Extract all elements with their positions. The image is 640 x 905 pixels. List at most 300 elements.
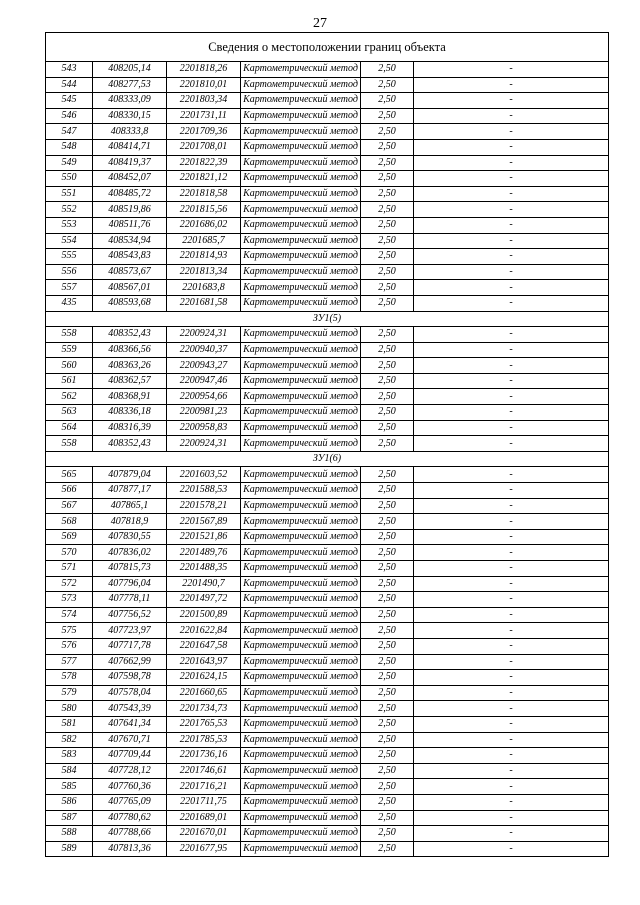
point-number-cell: 551 [46, 186, 93, 202]
accuracy-cell: 2,50 [361, 124, 414, 140]
section-header-row [46, 311, 609, 327]
note-cell: - [414, 202, 609, 218]
accuracy-cell: 2,50 [361, 794, 414, 810]
accuracy-cell: 2,50 [361, 202, 414, 218]
x-coordinate-cell: 408573,67 [93, 264, 167, 280]
y-coordinate-cell: 2201647,58 [167, 638, 241, 654]
note-cell: - [414, 607, 609, 623]
table-row [46, 670, 609, 686]
point-number-cell: 552 [46, 202, 93, 218]
x-coordinate-cell: 407778,11 [93, 592, 167, 608]
note-cell: - [414, 498, 609, 514]
table-row [46, 342, 609, 358]
note-cell: - [414, 295, 609, 311]
method-cell: Картометрический метод [241, 124, 361, 140]
y-coordinate-cell: 2200924,31 [167, 436, 241, 452]
y-coordinate-cell: 2201818,58 [167, 186, 241, 202]
method-cell: Картометрический метод [241, 701, 361, 717]
accuracy-cell: 2,50 [361, 420, 414, 436]
note-cell: - [414, 748, 609, 764]
point-number-cell: 559 [46, 342, 93, 358]
y-coordinate-cell: 2201686,02 [167, 217, 241, 233]
accuracy-cell: 2,50 [361, 155, 414, 171]
accuracy-cell: 2,50 [361, 576, 414, 592]
point-number-cell: 549 [46, 155, 93, 171]
x-coordinate-cell: 407717,78 [93, 638, 167, 654]
note-cell: - [414, 467, 609, 483]
accuracy-cell: 2,50 [361, 217, 414, 233]
y-coordinate-cell: 2201711,75 [167, 794, 241, 810]
point-number-cell: 581 [46, 716, 93, 732]
x-coordinate-cell: 408543,83 [93, 249, 167, 265]
x-coordinate-cell: 408352,43 [93, 327, 167, 343]
table-row [46, 405, 609, 421]
table-row [46, 217, 609, 233]
note-cell: - [414, 810, 609, 826]
accuracy-cell: 2,50 [361, 77, 414, 93]
y-coordinate-cell: 2201818,26 [167, 62, 241, 78]
y-coordinate-cell: 2201734,73 [167, 701, 241, 717]
note-cell: - [414, 124, 609, 140]
table-row [46, 685, 609, 701]
accuracy-cell: 2,50 [361, 623, 414, 639]
y-coordinate-cell: 2201785,53 [167, 732, 241, 748]
table-row [46, 420, 609, 436]
table-row [46, 498, 609, 514]
point-number-cell: 589 [46, 841, 93, 857]
table-row [46, 280, 609, 296]
accuracy-cell: 2,50 [361, 638, 414, 654]
method-cell: Картометрический метод [241, 592, 361, 608]
table-row [46, 389, 609, 405]
y-coordinate-cell: 2200981,23 [167, 405, 241, 421]
y-coordinate-cell: 2201497,72 [167, 592, 241, 608]
method-cell: Картометрический метод [241, 763, 361, 779]
point-number-cell: 557 [46, 280, 93, 296]
y-coordinate-cell: 2201624,15 [167, 670, 241, 686]
x-coordinate-cell: 408593,68 [93, 295, 167, 311]
y-coordinate-cell: 2201670,01 [167, 826, 241, 842]
note-cell: - [414, 483, 609, 499]
note-cell: - [414, 779, 609, 795]
accuracy-cell: 2,50 [361, 779, 414, 795]
note-cell: - [414, 514, 609, 530]
method-cell: Картометрический метод [241, 810, 361, 826]
table-row [46, 124, 609, 140]
table-row [46, 483, 609, 499]
y-coordinate-cell: 2201603,52 [167, 467, 241, 483]
note-cell: - [414, 420, 609, 436]
table-row [46, 561, 609, 577]
x-coordinate-cell: 408205,14 [93, 62, 167, 78]
table-row [46, 748, 609, 764]
method-cell: Картометрический метод [241, 264, 361, 280]
table-row [46, 701, 609, 717]
x-coordinate-cell: 407879,04 [93, 467, 167, 483]
method-cell: Картометрический метод [241, 202, 361, 218]
y-coordinate-cell: 2201746,61 [167, 763, 241, 779]
table-row [46, 202, 609, 218]
method-cell: Картометрический метод [241, 607, 361, 623]
x-coordinate-cell: 408485,72 [93, 186, 167, 202]
point-number-cell: 588 [46, 826, 93, 842]
accuracy-cell: 2,50 [361, 716, 414, 732]
x-coordinate-cell: 407765,09 [93, 794, 167, 810]
x-coordinate-cell: 407780,62 [93, 810, 167, 826]
y-coordinate-cell: 2201813,34 [167, 264, 241, 280]
note-cell: - [414, 545, 609, 561]
x-coordinate-cell: 408567,01 [93, 280, 167, 296]
accuracy-cell: 2,50 [361, 436, 414, 452]
x-coordinate-cell: 407598,78 [93, 670, 167, 686]
note-cell: - [414, 592, 609, 608]
x-coordinate-cell: 407796,04 [93, 576, 167, 592]
accuracy-cell: 2,50 [361, 748, 414, 764]
table-row [46, 638, 609, 654]
point-number-cell: 560 [46, 358, 93, 374]
note-cell: - [414, 280, 609, 296]
x-coordinate-cell: 408330,15 [93, 108, 167, 124]
table-row [46, 93, 609, 109]
accuracy-cell: 2,50 [361, 763, 414, 779]
table-row [46, 732, 609, 748]
point-number-cell: 576 [46, 638, 93, 654]
table-row [46, 264, 609, 280]
page-number: 27 [313, 16, 327, 31]
accuracy-cell: 2,50 [361, 670, 414, 686]
note-cell: - [414, 108, 609, 124]
accuracy-cell: 2,50 [361, 186, 414, 202]
table-row [46, 436, 609, 452]
table-title-row [46, 33, 609, 62]
table-row [46, 233, 609, 249]
table-row [46, 763, 609, 779]
method-cell: Картометрический метод [241, 342, 361, 358]
point-number-cell: 555 [46, 249, 93, 265]
x-coordinate-cell: 407815,73 [93, 561, 167, 577]
method-cell: Картометрический метод [241, 233, 361, 249]
accuracy-cell: 2,50 [361, 810, 414, 826]
y-coordinate-cell: 2201708,01 [167, 139, 241, 155]
point-number-cell: 579 [46, 685, 93, 701]
y-coordinate-cell: 2201803,34 [167, 93, 241, 109]
method-cell: Картометрический метод [241, 405, 361, 421]
x-coordinate-cell: 408363,26 [93, 358, 167, 374]
table-row [46, 826, 609, 842]
point-number-cell: 546 [46, 108, 93, 124]
point-number-cell: 587 [46, 810, 93, 826]
y-coordinate-cell: 2201810,01 [167, 77, 241, 93]
y-coordinate-cell: 2201490,7 [167, 576, 241, 592]
x-coordinate-cell: 407543,39 [93, 701, 167, 717]
point-number-cell: 569 [46, 529, 93, 545]
y-coordinate-cell: 2201567,89 [167, 514, 241, 530]
y-coordinate-cell: 2201709,36 [167, 124, 241, 140]
point-number-cell: 582 [46, 732, 93, 748]
point-number-cell: 563 [46, 405, 93, 421]
method-cell: Картометрический метод [241, 93, 361, 109]
table-row [46, 514, 609, 530]
note-cell: - [414, 373, 609, 389]
accuracy-cell: 2,50 [361, 373, 414, 389]
table-row [46, 171, 609, 187]
method-cell: Картометрический метод [241, 327, 361, 343]
note-cell: - [414, 233, 609, 249]
accuracy-cell: 2,50 [361, 249, 414, 265]
method-cell: Картометрический метод [241, 576, 361, 592]
note-cell: - [414, 217, 609, 233]
table-row [46, 529, 609, 545]
method-cell: Картометрический метод [241, 498, 361, 514]
y-coordinate-cell: 2200940,37 [167, 342, 241, 358]
note-cell: - [414, 139, 609, 155]
x-coordinate-cell: 407830,55 [93, 529, 167, 545]
accuracy-cell: 2,50 [361, 171, 414, 187]
point-number-cell: 570 [46, 545, 93, 561]
method-cell: Картометрический метод [241, 139, 361, 155]
method-cell: Картометрический метод [241, 280, 361, 296]
method-cell: Картометрический метод [241, 670, 361, 686]
x-coordinate-cell: 407756,52 [93, 607, 167, 623]
y-coordinate-cell: 2201660,65 [167, 685, 241, 701]
table-row [46, 545, 609, 561]
table-row [46, 327, 609, 343]
table-row [46, 810, 609, 826]
x-coordinate-cell: 408534,94 [93, 233, 167, 249]
accuracy-cell: 2,50 [361, 295, 414, 311]
accuracy-cell: 2,50 [361, 139, 414, 155]
y-coordinate-cell: 2201821,12 [167, 171, 241, 187]
accuracy-cell: 2,50 [361, 592, 414, 608]
x-coordinate-cell: 407865,1 [93, 498, 167, 514]
accuracy-cell: 2,50 [361, 607, 414, 623]
point-number-cell: 574 [46, 607, 93, 623]
accuracy-cell: 2,50 [361, 732, 414, 748]
x-coordinate-cell: 408511,76 [93, 217, 167, 233]
accuracy-cell: 2,50 [361, 280, 414, 296]
accuracy-cell: 2,50 [361, 685, 414, 701]
note-cell: - [414, 763, 609, 779]
table-title: Сведения о местоположении границ объекта [46, 33, 609, 62]
note-cell: - [414, 358, 609, 374]
y-coordinate-cell: 2201677,95 [167, 841, 241, 857]
table-row [46, 186, 609, 202]
method-cell: Картометрический метод [241, 467, 361, 483]
method-cell: Картометрический метод [241, 794, 361, 810]
x-coordinate-cell: 408366,56 [93, 342, 167, 358]
x-coordinate-cell: 407728,12 [93, 763, 167, 779]
y-coordinate-cell: 2201521,86 [167, 529, 241, 545]
accuracy-cell: 2,50 [361, 498, 414, 514]
note-cell: - [414, 685, 609, 701]
method-cell: Картометрический метод [241, 62, 361, 78]
x-coordinate-cell: 408419,37 [93, 155, 167, 171]
point-number-cell: 558 [46, 327, 93, 343]
table-row [46, 576, 609, 592]
point-number-cell: 544 [46, 77, 93, 93]
method-cell: Картометрический метод [241, 483, 361, 499]
x-coordinate-cell: 407709,44 [93, 748, 167, 764]
point-number-cell: 562 [46, 389, 93, 405]
x-coordinate-cell: 408333,09 [93, 93, 167, 109]
method-cell: Картометрический метод [241, 155, 361, 171]
x-coordinate-cell: 407813,36 [93, 841, 167, 857]
accuracy-cell: 2,50 [361, 561, 414, 577]
method-cell: Картометрический метод [241, 186, 361, 202]
point-number-cell: 586 [46, 794, 93, 810]
note-cell: - [414, 62, 609, 78]
note-cell: - [414, 405, 609, 421]
note-cell: - [414, 264, 609, 280]
x-coordinate-cell: 407788,66 [93, 826, 167, 842]
y-coordinate-cell: 2201815,56 [167, 202, 241, 218]
note-cell: - [414, 529, 609, 545]
boundary-coordinates-table [45, 32, 609, 857]
table-body [46, 33, 609, 857]
section-label: ЗУ1(6) [46, 451, 609, 467]
note-cell: - [414, 732, 609, 748]
note-cell: - [414, 654, 609, 670]
point-number-cell: 548 [46, 139, 93, 155]
x-coordinate-cell: 407670,71 [93, 732, 167, 748]
method-cell: Картометрический метод [241, 436, 361, 452]
y-coordinate-cell: 2201622,84 [167, 623, 241, 639]
point-number-cell: 572 [46, 576, 93, 592]
y-coordinate-cell: 2201765,53 [167, 716, 241, 732]
table-row [46, 62, 609, 78]
method-cell: Картометрический метод [241, 514, 361, 530]
point-number-cell: 564 [46, 420, 93, 436]
x-coordinate-cell: 407760,36 [93, 779, 167, 795]
point-number-cell: 575 [46, 623, 93, 639]
note-cell: - [414, 155, 609, 171]
accuracy-cell: 2,50 [361, 264, 414, 280]
note-cell: - [414, 77, 609, 93]
note-cell: - [414, 342, 609, 358]
x-coordinate-cell: 408352,43 [93, 436, 167, 452]
method-cell: Картометрический метод [241, 545, 361, 561]
point-number-cell: 577 [46, 654, 93, 670]
method-cell: Картометрический метод [241, 841, 361, 857]
section-label: ЗУ1(5) [46, 311, 609, 327]
method-cell: Картометрический метод [241, 249, 361, 265]
section-header-row [46, 451, 609, 467]
accuracy-cell: 2,50 [361, 342, 414, 358]
accuracy-cell: 2,50 [361, 654, 414, 670]
point-number-cell: 547 [46, 124, 93, 140]
table-row [46, 623, 609, 639]
table-row [46, 841, 609, 857]
point-number-cell: 567 [46, 498, 93, 514]
method-cell: Картометрический метод [241, 716, 361, 732]
note-cell: - [414, 576, 609, 592]
note-cell: - [414, 436, 609, 452]
accuracy-cell: 2,50 [361, 108, 414, 124]
note-cell: - [414, 327, 609, 343]
y-coordinate-cell: 2201736,16 [167, 748, 241, 764]
note-cell: - [414, 841, 609, 857]
note-cell: - [414, 794, 609, 810]
point-number-cell: 545 [46, 93, 93, 109]
method-cell: Картометрический метод [241, 171, 361, 187]
note-cell: - [414, 561, 609, 577]
method-cell: Картометрический метод [241, 561, 361, 577]
y-coordinate-cell: 2200958,83 [167, 420, 241, 436]
table-row [46, 794, 609, 810]
accuracy-cell: 2,50 [361, 529, 414, 545]
y-coordinate-cell: 2200924,31 [167, 327, 241, 343]
point-number-cell: 578 [46, 670, 93, 686]
note-cell: - [414, 670, 609, 686]
x-coordinate-cell: 407818,9 [93, 514, 167, 530]
table-row [46, 373, 609, 389]
table-row [46, 249, 609, 265]
table-row [46, 592, 609, 608]
note-cell: - [414, 389, 609, 405]
x-coordinate-cell: 408452,07 [93, 171, 167, 187]
accuracy-cell: 2,50 [361, 93, 414, 109]
accuracy-cell: 2,50 [361, 358, 414, 374]
point-number-cell: 435 [46, 295, 93, 311]
table-row [46, 77, 609, 93]
x-coordinate-cell: 408333,8 [93, 124, 167, 140]
note-cell: - [414, 716, 609, 732]
point-number-cell: 543 [46, 62, 93, 78]
x-coordinate-cell: 408277,53 [93, 77, 167, 93]
note-cell: - [414, 249, 609, 265]
x-coordinate-cell: 408368,91 [93, 389, 167, 405]
accuracy-cell: 2,50 [361, 826, 414, 842]
x-coordinate-cell: 408414,71 [93, 139, 167, 155]
method-cell: Картометрический метод [241, 638, 361, 654]
point-number-cell: 583 [46, 748, 93, 764]
x-coordinate-cell: 408519,86 [93, 202, 167, 218]
table-row [46, 108, 609, 124]
x-coordinate-cell: 407877,17 [93, 483, 167, 499]
table-row [46, 779, 609, 795]
y-coordinate-cell: 2201689,01 [167, 810, 241, 826]
method-cell: Картометрический метод [241, 654, 361, 670]
y-coordinate-cell: 2200943,27 [167, 358, 241, 374]
note-cell: - [414, 186, 609, 202]
method-cell: Картометрический метод [241, 358, 361, 374]
table-row [46, 654, 609, 670]
point-number-cell: 550 [46, 171, 93, 187]
point-number-cell: 553 [46, 217, 93, 233]
accuracy-cell: 2,50 [361, 545, 414, 561]
method-cell: Картометрический метод [241, 529, 361, 545]
x-coordinate-cell: 407662,99 [93, 654, 167, 670]
point-number-cell: 584 [46, 763, 93, 779]
note-cell: - [414, 701, 609, 717]
accuracy-cell: 2,50 [361, 483, 414, 499]
accuracy-cell: 2,50 [361, 62, 414, 78]
method-cell: Картометрический метод [241, 389, 361, 405]
note-cell: - [414, 638, 609, 654]
y-coordinate-cell: 2201685,7 [167, 233, 241, 249]
point-number-cell: 585 [46, 779, 93, 795]
y-coordinate-cell: 2201683,8 [167, 280, 241, 296]
y-coordinate-cell: 2200947,46 [167, 373, 241, 389]
note-cell: - [414, 826, 609, 842]
note-cell: - [414, 623, 609, 639]
table-row [46, 358, 609, 374]
point-number-cell: 561 [46, 373, 93, 389]
x-coordinate-cell: 407723,97 [93, 623, 167, 639]
y-coordinate-cell: 2201588,53 [167, 483, 241, 499]
point-number-cell: 566 [46, 483, 93, 499]
x-coordinate-cell: 408336,18 [93, 405, 167, 421]
